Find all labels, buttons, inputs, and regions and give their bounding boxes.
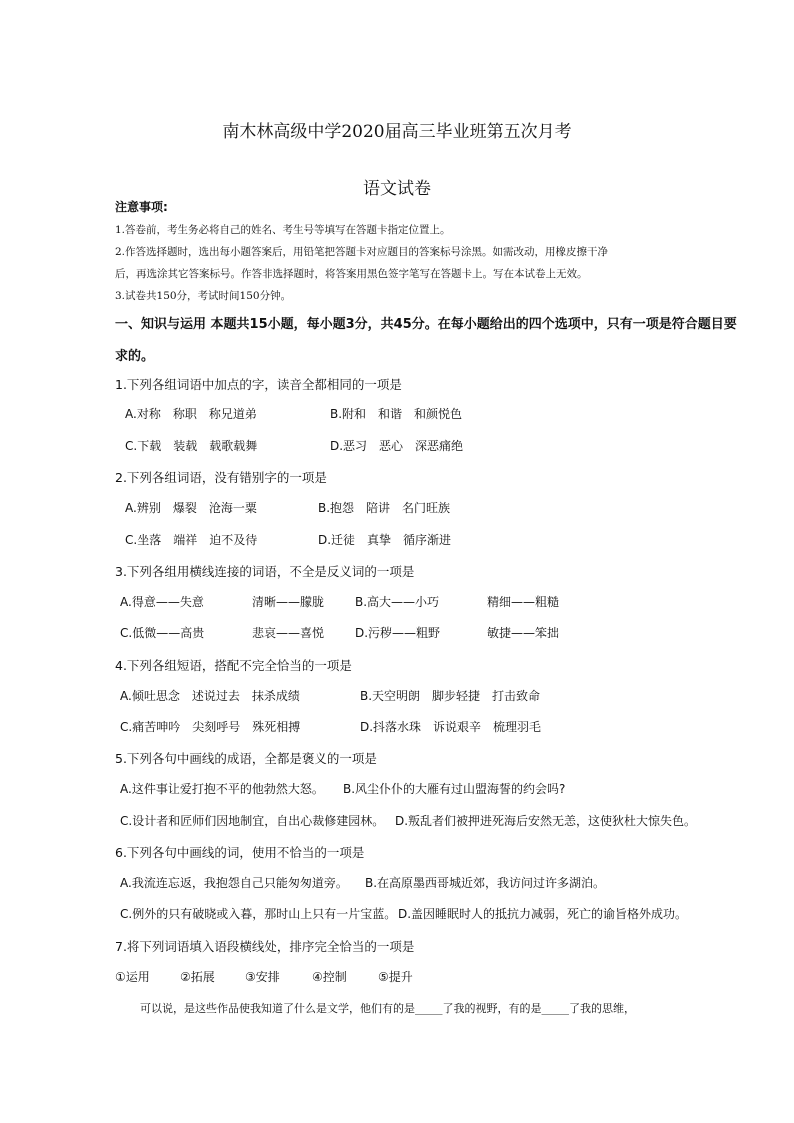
option: 悲哀——喜悦 <box>252 626 325 640</box>
option: B.附和 和谐 和颜悦色 <box>330 407 463 421</box>
notice-line: 2.作答选择题时，选出每小题答案后，用铅笔把答题卡对应题目的答案标号涂黑。如需改动，用橡皮擦干净 <box>115 246 609 258</box>
option: 清晰——朦胧 <box>252 595 325 609</box>
notice-line: 后，再选涂其它答案标号。作答非选择题时，将答案用黑色签字笔写在答题卡上。写在本试卷上无效。 <box>115 268 588 280</box>
word-choice: ③安排 <box>245 970 280 984</box>
option: A.得意——失意 <box>120 595 204 609</box>
option: B.在高原墨西哥城近郊，我访问过许多湖泊。 <box>365 876 606 890</box>
option: C.设计者和匠师们因地制宜，自出心裁修建园林。 <box>120 814 385 828</box>
option: D.抖落水珠 诉说艰辛 梳理羽毛 <box>360 720 542 734</box>
option: A.我流连忘返，我抱怨自己只能匆匆道旁。 <box>120 876 348 890</box>
question-stem: 6.下列各句中画线的词，使用不恰当的一项是 <box>115 845 365 860</box>
option: C.下载 装载 载歌载舞 <box>125 439 258 453</box>
question-stem: 5.下列各句中画线的成语，全都是褒义的一项是 <box>115 751 377 766</box>
word-choice: ①运用 <box>115 970 150 984</box>
option: 敏捷——笨拙 <box>487 626 560 640</box>
word-choice: ⑤提升 <box>378 970 413 984</box>
option: C.低微——高贵 <box>120 626 205 640</box>
question-stem: 1.下列各组词语中加点的字，读音全都相同的一项是 <box>115 377 402 392</box>
question-stem: 2.下列各组词语，没有错别字的一项是 <box>115 470 327 485</box>
option: A.辨别 爆裂 沧海一粟 <box>125 501 257 515</box>
option: D.污秽——粗野 <box>355 626 441 640</box>
option: D.恶习 恶心 深恶痛绝 <box>330 439 464 453</box>
notice-heading: 注意事项: <box>115 200 168 214</box>
question-stem: 7.将下列词语填入语段横线处，排序完全恰当的一项是 <box>115 939 415 954</box>
notice-line: 3.试卷共150分，考试时间150分钟。 <box>115 290 292 302</box>
option: D.叛乱者们被押进死海后安然无恙，这使狄杜大惊失色。 <box>395 814 697 828</box>
option: B.天空明朗 脚步轻捷 打击致命 <box>360 689 541 703</box>
option: A.对称 称职 称兄道弟 <box>125 407 257 421</box>
question-stem: 3.下列各组用横线连接的词语，不全是反义词的一项是 <box>115 564 415 579</box>
option: D.迁徒 真挚 循序渐进 <box>318 533 452 547</box>
notice-line: 1.答卷前，考生务必将自己的姓名、考生号等填写在答题卡指定位置上。 <box>115 224 451 236</box>
option: B.抱怨 陪讲 名门旺族 <box>318 501 451 515</box>
option: C.坐落 端祥 迫不及待 <box>125 533 258 547</box>
option: D.盖因睡眠时人的抵抗力减弱，死亡的谕旨格外成功。 <box>398 907 688 921</box>
option: C.痛苦呻吟 尖刻呼号 殊死相搏 <box>120 720 301 734</box>
exam-subtitle: 语文试卷 <box>363 179 431 199</box>
option: A.这件事让爱打抱不平的他勃然大怒。 <box>120 782 324 796</box>
question-stem: 4.下列各组短语，搭配不完全恰当的一项是 <box>115 658 352 673</box>
exam-title: 南木林高级中学2020届高三毕业班第五次月考 <box>222 122 572 142</box>
word-choice: ④控制 <box>312 970 347 984</box>
section-heading-cont: 求的。 <box>115 349 155 364</box>
option: C.例外的只有破晓或入暮，那时山上只有一片宝蓝。 <box>120 907 397 921</box>
option: A.倾吐思念 述说过去 抹杀成绩 <box>120 689 300 703</box>
word-choice: ②拓展 <box>180 970 215 984</box>
section-heading: 一、知识与运用 本题共15小题，每小题3分，共45分。在每小题给出的四个选项中，只有一项是符合题目要 <box>115 317 737 332</box>
option: B.风尘仆仆的大雁有过山盟海誓的约会吗? <box>343 782 566 796</box>
passage-text: 可以说，是这些作品使我知道了什么是文学，他们有的是_____了我的视野，有的是_____了我的思维， <box>140 1002 635 1015</box>
option: 精细——粗糙 <box>487 595 560 609</box>
option: B.高大——小巧 <box>355 595 440 609</box>
